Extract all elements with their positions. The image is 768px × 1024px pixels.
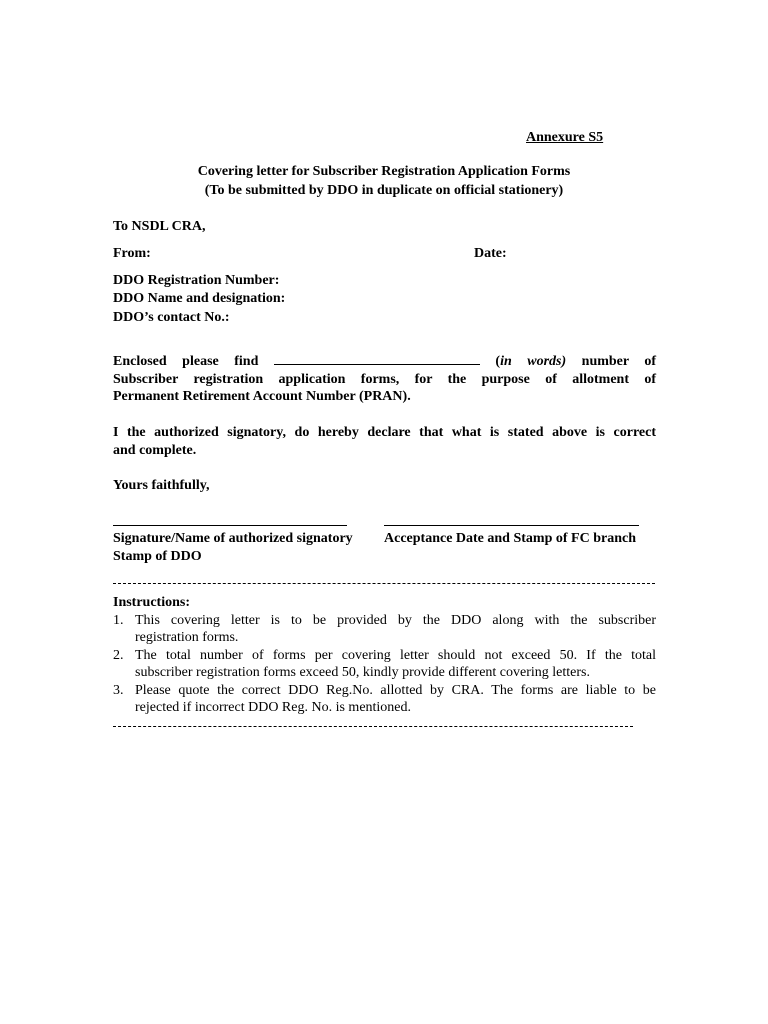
enclosure-line-3: Permanent Retirement Account Number (PRAN).: [113, 389, 411, 404]
recipient-line: To NSDL CRA,: [113, 219, 206, 234]
date-label: Date:: [474, 246, 507, 261]
letter-subtitle: (To be submitted by DDO in duplicate on official stationery): [204, 183, 564, 198]
separator-top: [113, 583, 655, 584]
instruction-number: 1.: [113, 613, 124, 628]
enclosure-line-1: [113, 352, 656, 371]
instruction-line: rejected if incorrect DDO Reg. No. is mentioned.: [135, 700, 412, 715]
instruction-number: 2.: [113, 648, 124, 663]
instruction-line: This covering letter is to be provided by the DDO along with the subscriber: [135, 613, 656, 628]
instruction-line: subscriber registration forms exceed 50, kindly provide different covering letters.: [135, 665, 590, 680]
instruction-line: registration forms.: [135, 630, 239, 645]
signature-label: Signature/Name of authorized signatory: [113, 531, 353, 546]
count-blank: [274, 352, 480, 365]
enclosure-paragraph: [113, 352, 656, 406]
declaration-line-1: I the authorized signatory, do hereby declare that what is stated above is correct: [113, 425, 656, 440]
ddo-name-label: DDO Name and designation:: [113, 291, 286, 306]
ddo-contact-label: DDO’s contact No.:: [113, 310, 230, 325]
separator-bottom: [113, 726, 633, 727]
ddo-stamp-label: Stamp of DDO: [113, 549, 202, 564]
instruction-text: [135, 647, 656, 681]
acceptance-label: Acceptance Date and Stamp of FC branch: [384, 531, 636, 546]
instruction-line: The total number of forms per covering letter should not exceed 50. If the total: [135, 648, 656, 663]
enclosure-line-2: Subscriber registration application forms, for the purpose of allotment of: [113, 371, 656, 387]
declaration-paragraph: [113, 424, 656, 459]
instruction-line: Please quote the correct DDO Reg.No. allotted by CRA. The forms are liable to be: [135, 683, 656, 698]
instruction-text: [135, 682, 656, 716]
enclosure-suffix: number of: [566, 354, 657, 369]
letter-title: Covering letter for Subscriber Registration Application Forms: [197, 164, 571, 179]
declaration-line-2: and complete.: [113, 442, 197, 458]
signature-line: [113, 525, 347, 526]
instruction-text: [135, 612, 656, 646]
in-words-open: (: [495, 354, 501, 369]
in-words-note: in words): [500, 354, 567, 369]
instructions-heading: Instructions:: [113, 595, 191, 610]
closing-salutation: Yours faithfully,: [113, 478, 210, 493]
instruction-number: 3.: [113, 683, 124, 698]
enclosure-prefix: Enclosed please find: [113, 354, 259, 369]
from-label: From:: [113, 246, 151, 261]
acceptance-line: [384, 525, 639, 526]
ddo-registration-label: DDO Registration Number:: [113, 273, 280, 288]
annexure-label: Annexure S5: [526, 130, 604, 145]
